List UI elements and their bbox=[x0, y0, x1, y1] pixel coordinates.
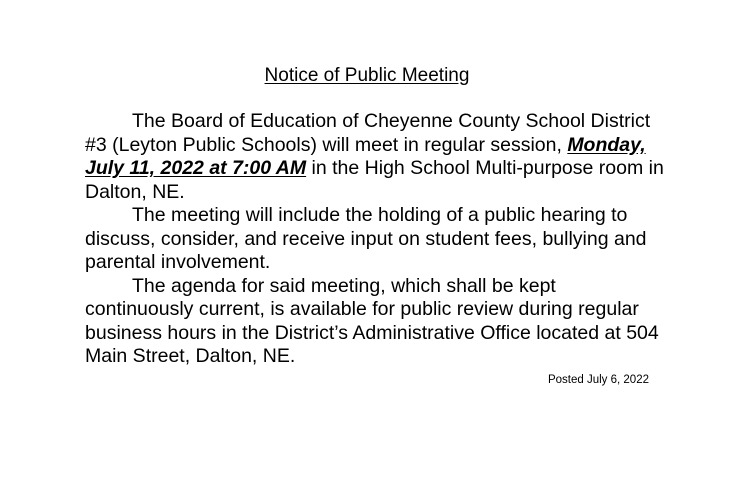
paragraph-1-text-before: The Board of Education of Cheyenne County School District #3 (Leyton Public Schools) will meet in regular session, bbox=[85, 110, 651, 156]
paragraph-public-hearing: The meeting will include the holding of a public hearing to discuss, consider, and receive input on student fees, bullying and parental involvement. bbox=[85, 204, 647, 273]
notice-body bbox=[85, 110, 665, 369]
meeting-date-time: Monday, July 11, 2022 at 7:00 AM bbox=[85, 133, 646, 179]
paragraph-agenda: The agenda for said meeting, which shall be kept continuously current, is available for public review during regular business hours in the District’s Administrative Office located at 504 Main Street, Dalton, NE. bbox=[85, 274, 659, 367]
notice-title: Notice of Public Meeting bbox=[264, 65, 470, 86]
paragraph-1-text-after: in the High School Multi-purpose room in Dalton, NE. bbox=[85, 157, 664, 203]
posted-date: Posted July 6, 2022 bbox=[547, 374, 649, 386]
paragraph-meeting-details bbox=[85, 110, 665, 204]
